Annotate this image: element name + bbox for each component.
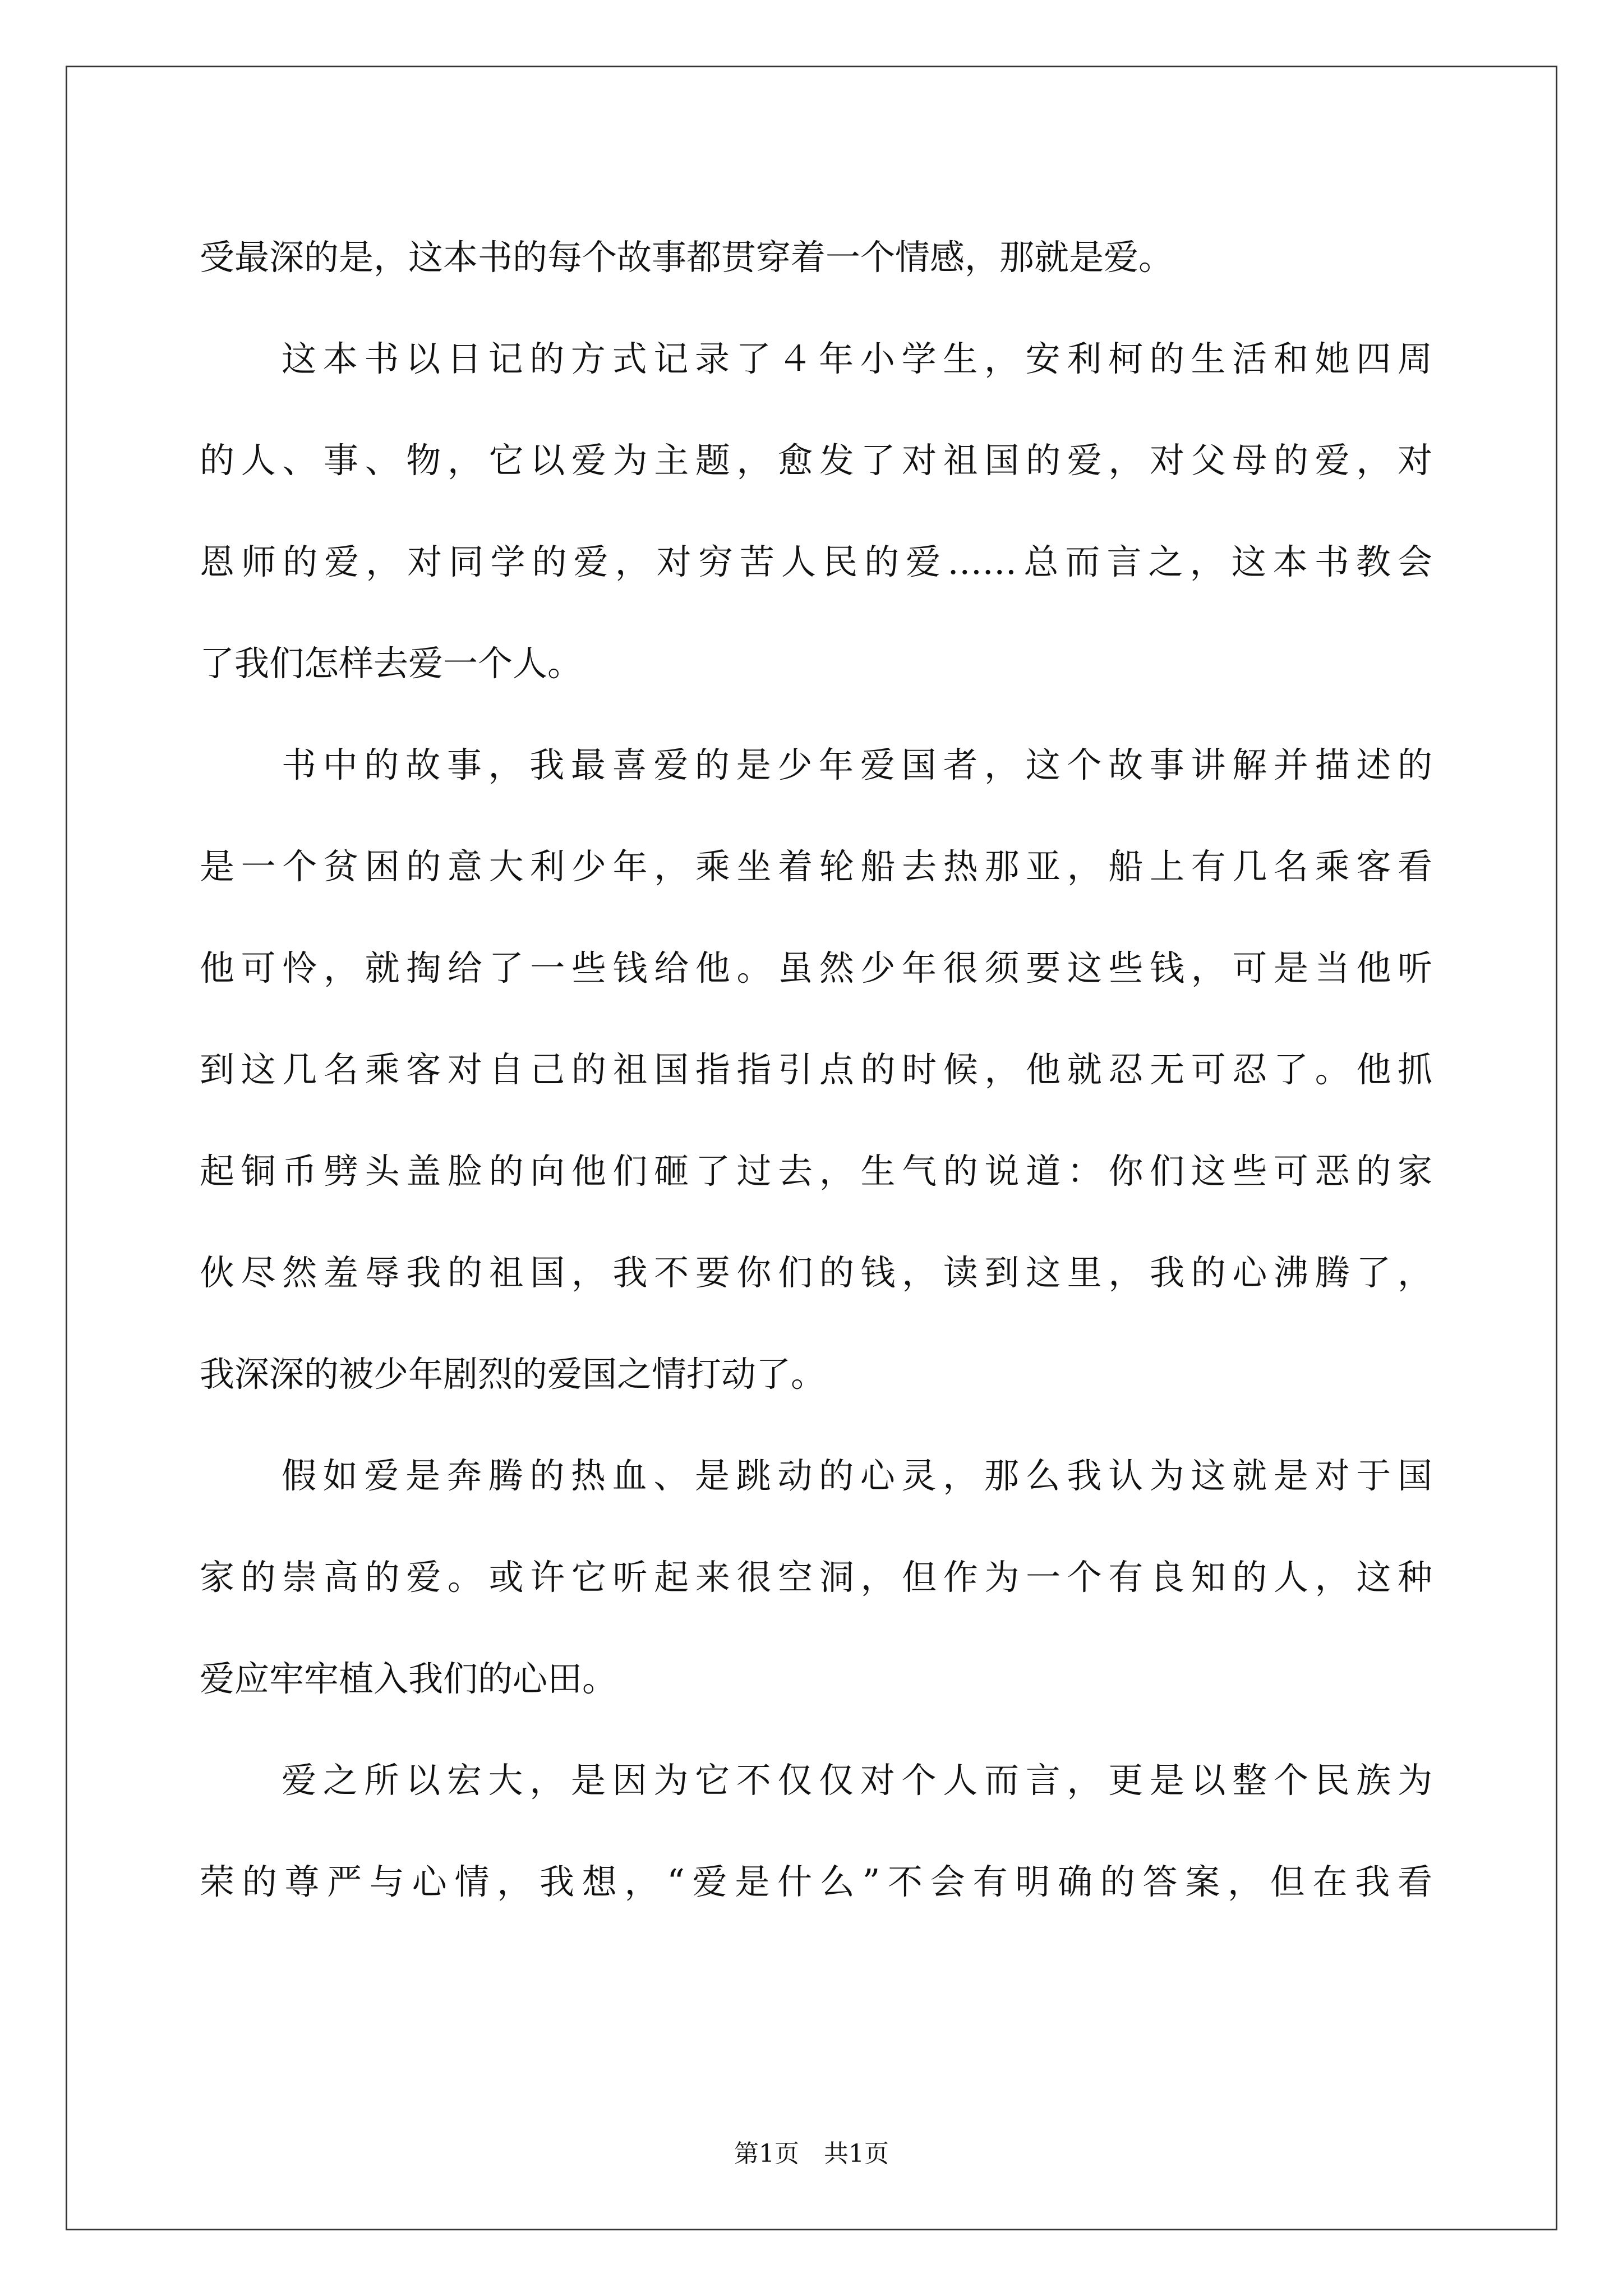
text-line: 起铜币劈头盖脸的向他们砸了过去，生气的说道：你们这些可恶的家 <box>200 1151 1432 1191</box>
text-line: 到这几名乘客对自己的祖国指指引点的时候，他就忍无可忍了。他抓 <box>200 1049 1432 1090</box>
text-line: 这本书以日记的方式记录了４年小学生，安利柯的生活和她四周 <box>282 338 1432 379</box>
text-line: 了我们怎样去爱一个人。 <box>200 643 583 684</box>
text-line: 是一个贫困的意大利少年，乘坐着轮船去热那亚，船上有几名乘客看 <box>200 846 1432 887</box>
text-line: 受最深的是，这本书的每个故事都贯穿着一个情感，那就是爱。 <box>200 237 1174 278</box>
text-line: 伙尽然羞辱我的祖国，我不要你们的钱，读到这里，我的心沸腾了， <box>200 1252 1432 1293</box>
text-line: 荣的尊严与心情，我想，“爱是什么”不会有明确的答案，但在我看 <box>200 1861 1432 1902</box>
text-line: 他可怜，就掏给了一些钱给他。虽然少年很须要这些钱，可是当他听 <box>200 947 1432 988</box>
document-body <box>200 206 1432 1932</box>
text-line: 家的崇高的爱。或许它听起来很空洞，但作为一个有良知的人，这种 <box>200 1557 1432 1598</box>
text-line: 爱之所以宏大，是因为它不仅仅对个人而言，更是以整个民族为 <box>282 1760 1432 1801</box>
text-line: 书中的故事，我最喜爱的是少年爱国者，这个故事讲解并描述的 <box>282 744 1432 785</box>
text-line: 我深深的被少年剧烈的爱国之情打动了。 <box>200 1354 826 1395</box>
text-line: 爱应牢牢植入我们的心田。 <box>200 1658 617 1699</box>
text-line: 的人、事、物，它以爱为主题，愈发了对祖国的爱，对父母的爱，对 <box>200 440 1432 481</box>
page-footer: 第1页 共1页 <box>734 2139 889 2168</box>
text-line: 恩师的爱，对同学的爱，对穷苦人民的爱……总而言之，这本书教会 <box>200 541 1432 582</box>
text-line: 假如爱是奔腾的热血、是跳动的心灵，那么我认为这就是对于国 <box>282 1455 1432 1496</box>
